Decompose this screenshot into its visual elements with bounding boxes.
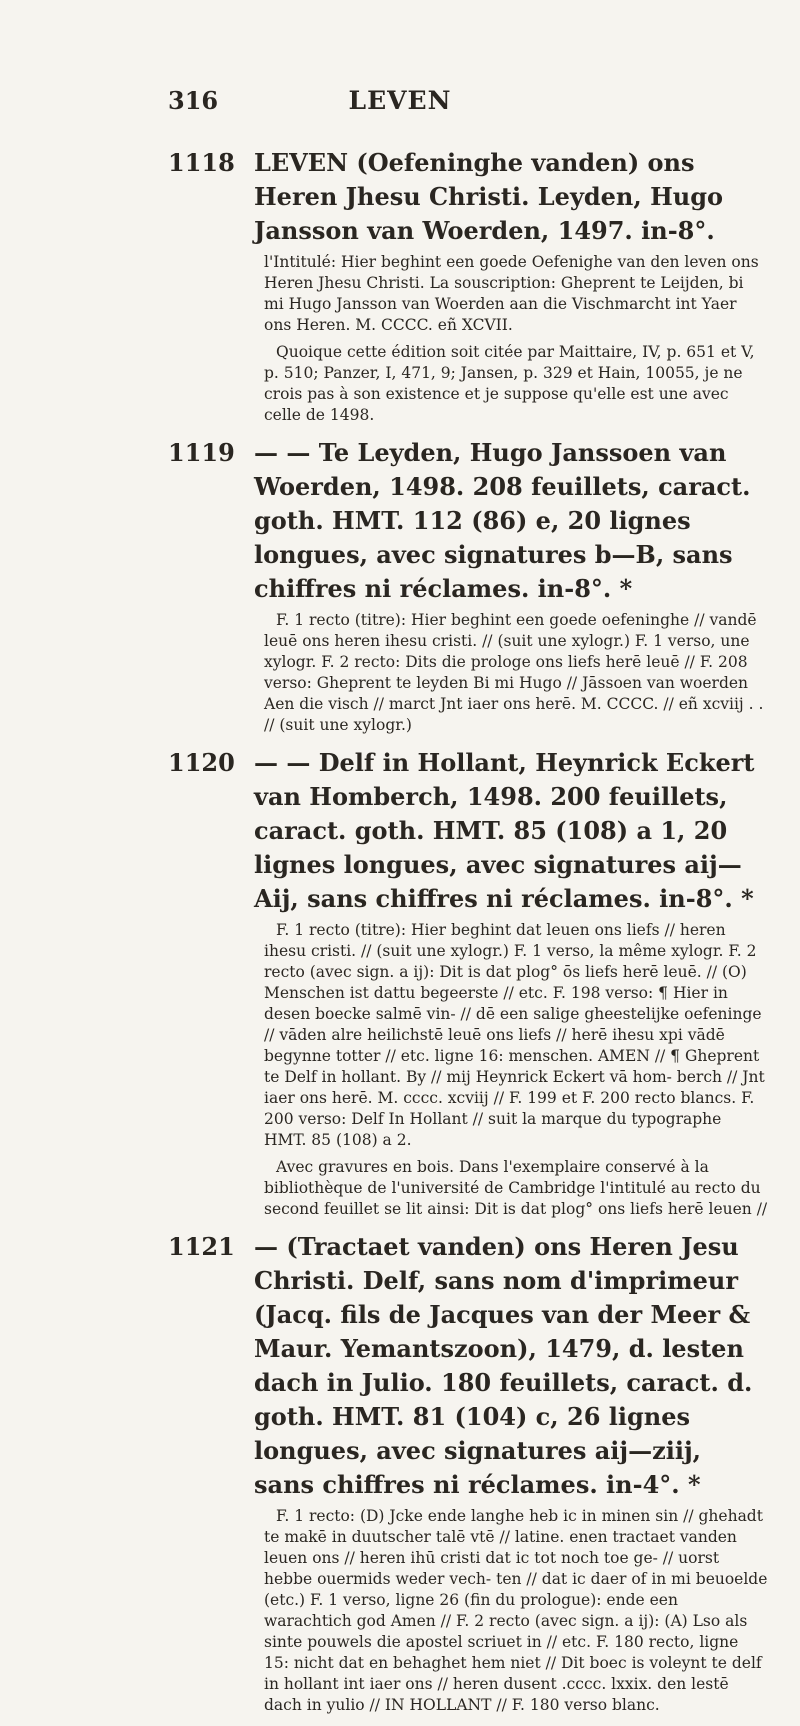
entry-number: 1121: [168, 1232, 235, 1261]
entry-title: — — Te Leyden, Hugo Janssoen van Woerden, 1498. 208 feuillets, caract. goth. HMT. 112 (86) e, 20 lignes longues, avec signatures b—B, sans chiffres ni réclames. in-8°. *: [254, 438, 751, 603]
entry-note: F. 1 recto (titre): Hier beghint dat leuen ons liefs // heren ihesu cristi. // (suit une xylogr.) F. 1 verso, la même xylogr. F. 2 recto (avec sign. a ij): Dit is dat plog° ōs liefs herē leuē. // (O) Menschen ist dattu begeerste // etc. F. 198 verso: ¶ Hier in desen boecke salmē vin- // dē een salige gheestelijke oefeninge // vāden alre heilichstē leuē ons liefs // herē ihesu xpi vādē begynne totter // etc. ligne 16: menschen. AMEN // ¶ Gheprent te Delf in hollant. By // mij Heynrick Eckert vā hom- berch // Jnt iaer ons herē. M. cccc. xcviij // F. 199 et F. 200 recto blancs. F. 200 verso: Delf In Hollant // suit la marque du typographe HMT. 85 (108) a 2.: [264, 921, 765, 1149]
entry-notes: [254, 1506, 768, 1716]
entry-title: — (Tractaet vanden) ons Heren Jesu Christi. Delf, sans nom d'imprimeur (Jacq. fils de Jacques van der Meer & Maur. Yemantszoon), 1479, d. lesten dach in Julio. 180 feuillets, caract. d. goth. HMT. 81 (104) c, 26 lignes longues, avec signatures aij—ziij, sans chiffres ni réclames. in-4°. *: [254, 1232, 753, 1499]
entry-note: l'Intitulé: Hier beghint een goede Oefenighe van den leven ons Heren Jhesu Christi. La souscription: Gheprent te Leijden, bi mi Hugo Jansson van Woerden aan die Vischmarcht int Yaer ons Heren. M. CCCC. eñ XCVII.: [264, 253, 759, 334]
entry-note: F. 1 recto: (D) Jcke ende langhe heb ic in minen sin // ghehadt te makē in duutscher talē vtē // latine. enen tractaet vanden leuen ons // heren ihū cristi dat ic tot noch toe ge- // uorst hebbe ouermids weder vech- ten // dat ic daer of in mi beuoelde (etc.) F. 1 verso, ligne 26 (fin du prologue): ende een warachtich god Amen // F. 2 recto (avec sign. a ij): (A) Lso als sinte pouwels die apostel scriuet in // etc. F. 180 recto, ligne 15: nicht dat en behaghet hem niet // Dit boec is voleynt te delf in hollant int iaer ons // heren dusent .cccc. lxxix. den lestē dach in yulio // IN HOLLANT // F. 180 verso blanc.: [264, 1507, 768, 1714]
entry-1118: [168, 146, 768, 426]
entry-title: LEVEN (Oefeninghe vanden) ons Heren Jhesu Christi. Leyden, Hugo Jansson van Woerden, 1497. in-8°.: [254, 148, 724, 245]
entry-notes: [254, 252, 768, 426]
page-header: [0, 86, 800, 126]
page-number: 316: [168, 86, 219, 115]
entry-note: Quoique cette édition soit citée par Maittaire, IV, p. 651 et V, p. 510; Panzer, I, 471, 9; Jansen, p. 329 et Hain, 10055, je ne crois pas à son existence et je suppose qu'elle est une avec celle de 1498.: [264, 343, 755, 424]
running-title: LEVEN: [348, 86, 452, 115]
entry-number: 1120: [168, 748, 235, 777]
entry-number: 1118: [168, 148, 235, 177]
entry-title: — — Delf in Hollant, Heynrick Eckert van Homberch, 1498. 200 feuillets, caract. goth. HMT. 85 (108) a 1, 20 lignes longues, avec signatures aij—Aij, sans chiffres ni réclames. in-8°. *: [254, 748, 755, 913]
entry-number: 1119: [168, 438, 235, 467]
entry-notes: [254, 920, 768, 1220]
entry-1121: [168, 1230, 768, 1716]
entry-note: Avec gravures en bois. Dans l'exemplaire conservé à la bibliothèque de l'université de Cambridge l'intitulé au recto du second feuillet se lit ainsi: Dit is dat plog° ons liefs herē leuen //: [264, 1158, 768, 1218]
entry-1119: [168, 436, 768, 736]
entry-list: [168, 146, 768, 1726]
entry-1120: [168, 746, 768, 1220]
entry-notes: [254, 610, 768, 736]
entry-note: F. 1 recto (titre): Hier beghint een goede oefeninghe // vandē leuē ons heren ihesu cristi. // (suit une xylogr.) F. 1 verso, une xylogr. F. 2 recto: Dits die prologe ons liefs herē leuē // F. 208 verso: Gheprent te leyden Bi mi Hugo // Jāssoen van woerden Aen die visch // marct Jnt iaer ons herē. M. CCCC. // eñ xcviij . . // (suit une xylogr.): [264, 611, 764, 734]
